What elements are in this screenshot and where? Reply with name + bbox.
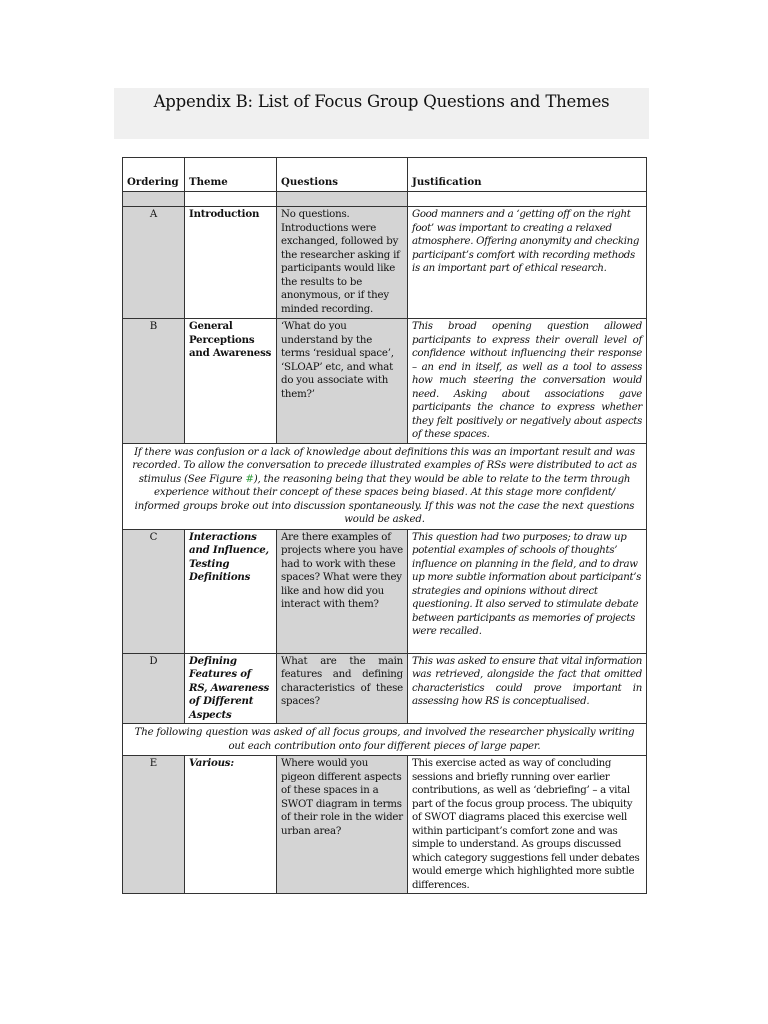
- theme-cell: General Perceptions and Awareness: [185, 319, 277, 444]
- header-theme: Theme: [185, 158, 277, 192]
- ordering-cell: C: [123, 529, 185, 653]
- table-row: [123, 653, 647, 724]
- note-text-continued: ), the reasoning being that they would be able to relate to the term through experience without their concept of these spaces being biased. At this stage more confident/ informed groups broke out into discussion spontaneously. If this was not the case the next questions would be asked.: [134, 473, 635, 525]
- ordering-cell: E: [123, 756, 185, 894]
- question-cell: Where would you pigeon different aspects of these spaces in a SWOT diagram in terms of their role in the wider urban area?: [277, 756, 408, 894]
- question-cell: Are there examples of projects where you have had to work with these spaces? What were they like and how did you interact with them?: [277, 529, 408, 653]
- table-row: [123, 529, 647, 653]
- table-row: [123, 319, 647, 444]
- header-row: [123, 158, 647, 192]
- figure-placeholder: #: [245, 473, 254, 485]
- questions-table: [122, 157, 647, 894]
- theme-cell: Defining Features of RS, Awareness of Different Aspects: [185, 653, 277, 724]
- title-band: [114, 88, 649, 139]
- note-text: If there was confusion or a lack of knowledge about definitions this was an important result and was recorded. To allow the conversation to precede illustrated examples of RSs were distributed to act as stimulus (See Figure: [132, 446, 637, 485]
- theme-cell: Various:: [185, 756, 277, 894]
- justification-cell: This exercise acted as way of concluding sessions and briefly running over earlier contributions, as well as ‘debriefing’ – a vital part of the focus group process. The ubiquity of SWOT diagrams placed this exercise well within participant’s comfort zone and was simple to understand. As groups discussed which category suggestions fell under debates would emerge which highlighted more subtle differences.: [408, 756, 647, 894]
- question-cell: No questions. Introductions were exchanged, followed by the researcher asking if participants would like the results to be anonymous, or if they minded recording.: [277, 207, 408, 319]
- ordering-cell: D: [123, 653, 185, 724]
- question-cell: ‘What do you understand by the terms ‘residual space’, ‘SLOAP’ etc, and what do you associate with them?’: [277, 319, 408, 444]
- justification-cell: This question had two purposes; to draw up potential examples of schools of thoughts’ influence on planning in the field, and to draw up more subtle information about participant’s strategies and opinions without direct questioning. It also served to stimulate debate between participants as memories of projects were recalled.: [408, 529, 647, 653]
- theme-cell: Interactions and Influence, Testing Definitions: [185, 529, 277, 653]
- justification-cell: This was asked to ensure that vital information was retrieved, alongside the fact that omitted characteristics could prove important in assessing how RS is conceptualised.: [408, 653, 647, 724]
- header-justification: Justification: [408, 158, 647, 192]
- note-cell: The following question was asked of all focus groups, and involved the researcher physically writing out each contribution onto four different pieces of large paper.: [123, 724, 647, 756]
- note-row: [123, 724, 647, 756]
- ordering-cell: A: [123, 207, 185, 319]
- note-cell: [123, 443, 647, 529]
- table-row: [123, 207, 647, 319]
- justification-cell: Good manners and a ‘getting off on the right foot’ was important to creating a relaxed atmosphere. Offering anonymity and checking participant’s comfort with recording methods is an important part of ethical research.: [408, 207, 647, 319]
- spacer-row: [123, 192, 647, 207]
- header-questions: Questions: [277, 158, 408, 192]
- theme-cell: Introduction: [185, 207, 277, 319]
- justification-cell: This broad opening question allowed participants to express their overall level of confidence without influencing their response – an end in itself, as well as a tool to assess how much steering the conversation would need. Asking about associations gave participants the chance to express whether they felt positively or negatively about aspects of these spaces.: [408, 319, 647, 444]
- header-ordering: Ordering: [123, 158, 185, 192]
- table-row: [123, 756, 647, 894]
- question-cell: What are the main features and defining characteristics of these spaces?: [277, 653, 408, 724]
- note-row: [123, 443, 647, 529]
- page-title: Appendix B: List of Focus Group Questions and Themes: [153, 92, 610, 111]
- ordering-cell: B: [123, 319, 185, 444]
